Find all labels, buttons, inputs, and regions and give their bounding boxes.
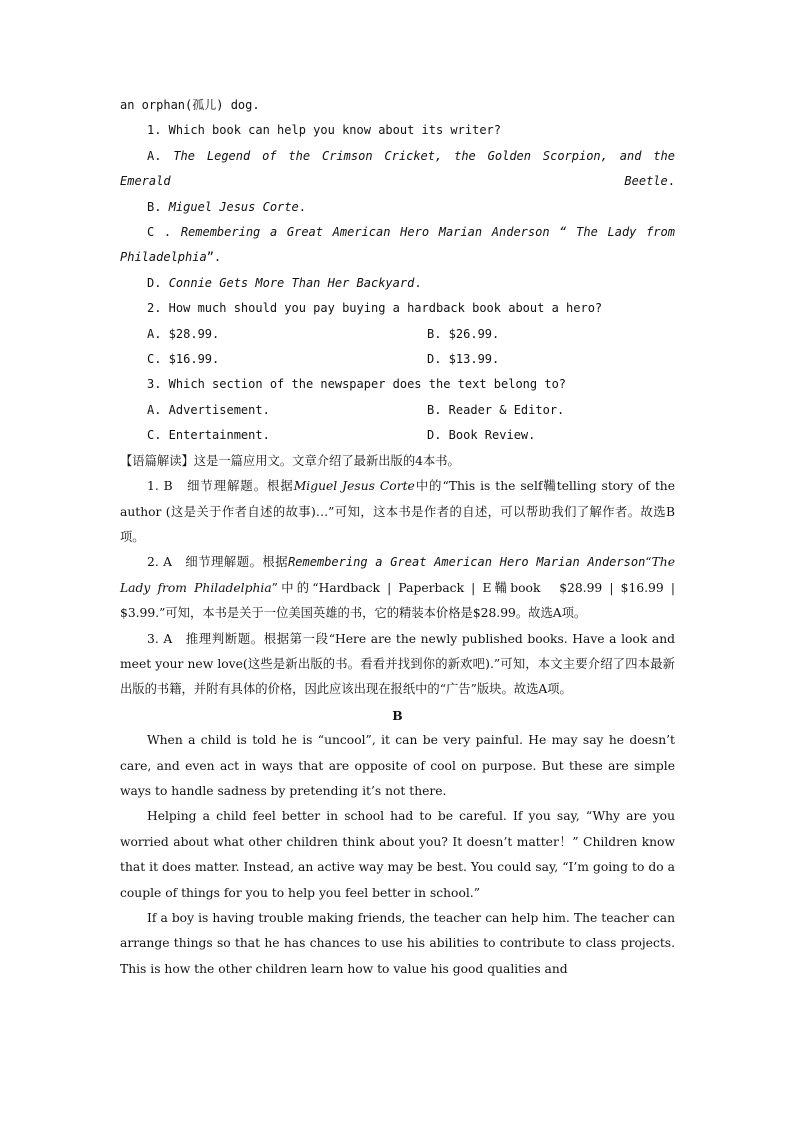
passage-paragraph: If a boy is having trouble making friends, the teacher can help him. The teacher can arrange things so that he has chances to use his abilities to contribute to class projects. This is how the other children learn how to value his good qualities and xyxy=(120,911,675,976)
option-1b: B. Miguel Jesus Corte. xyxy=(147,199,306,214)
question-3: 3. Which section of the newspaper does the text belong to? xyxy=(147,377,567,392)
analysis-heading: 【语篇解读】这是一篇应用文。文章介绍了最新出版的4本书。 xyxy=(120,453,460,468)
passage-paragraph: When a child is told he is “uncool”, it can be very painful. He may say he doesn’t care, and even act in ways that are opposite of cool on purpose. But these are simple ways to handle sadness by pretending it’s not there. xyxy=(120,733,675,798)
option-3b: B. Reader & Editor. xyxy=(427,402,565,417)
document-page xyxy=(120,93,675,982)
option-3d: D. Book Review. xyxy=(427,428,536,443)
option-1c: C . Remembering a Great American Hero Marian Anderson “ The Lady from Philadelphia”. xyxy=(120,225,675,265)
options-row xyxy=(120,347,675,372)
option-2a: A. $28.99. xyxy=(147,326,220,341)
option-3c: C. Entertainment. xyxy=(147,428,270,443)
answer-1: 1. B 细节理解题。根据Miguel Jesus Corte中的“This is the self鞴telling story of the author (这是关于作者自述的故事)…”可知，这本书是作者的自述，可以帮助我们了解作者。故选B项。 xyxy=(120,479,675,544)
passage-paragraph: Helping a child feel better in school had to be careful. If you say, “Why are you worried about what other children think about you? It doesn’t matter！” Children know that it does matter. Instead, an active way may be best. You could say, “I’m going to do a couple of things for you to help you feel better in school.” xyxy=(120,809,675,900)
answer-3: 3. A 推理判断题。根据第一段“Here are the newly published books. Have a look and meet your new love(这些是新出版的书。看看并找到你的新欢吧).”可知，本文主要介绍了四本最新出版的书籍，并附有具体的价格，因此应该出现在报纸中的“广告”版块。故选A项。 xyxy=(120,631,675,697)
option-3a: A. Advertisement. xyxy=(147,402,270,417)
answer-2: 2. A 细节理解题。根据Remembering a Great American Hero Marian Anderson“The Lady from Philadelphia”中的“Hardback | Paperback | E鞴book $28.99 | $16.99 | $3.99.”可知，本书是关于一位美国英雄的书，它的精装本价格是$28.99。故选A项。 xyxy=(120,555,676,621)
section-label: B xyxy=(392,707,403,723)
option-1a: A. The Legend of the Crimson Cricket, the Golden Scorpion, and the Emerald Beetle. xyxy=(120,148,675,189)
option-2b: B. $26.99. xyxy=(427,326,500,341)
question-1: 1. Which book can help you know about its writer? xyxy=(147,123,502,138)
option-2d: D. $13.99. xyxy=(427,352,500,367)
options-row xyxy=(120,398,675,423)
option-1d: D. Connie Gets More Than Her Backyard. xyxy=(147,275,422,290)
question-2: 2. How much should you pay buying a hardback book about a hero? xyxy=(147,301,603,316)
options-row xyxy=(120,322,675,347)
text-line: an orphan(孤儿) dog. xyxy=(120,98,260,112)
option-2c: C. $16.99. xyxy=(147,352,220,367)
options-row xyxy=(120,423,675,448)
